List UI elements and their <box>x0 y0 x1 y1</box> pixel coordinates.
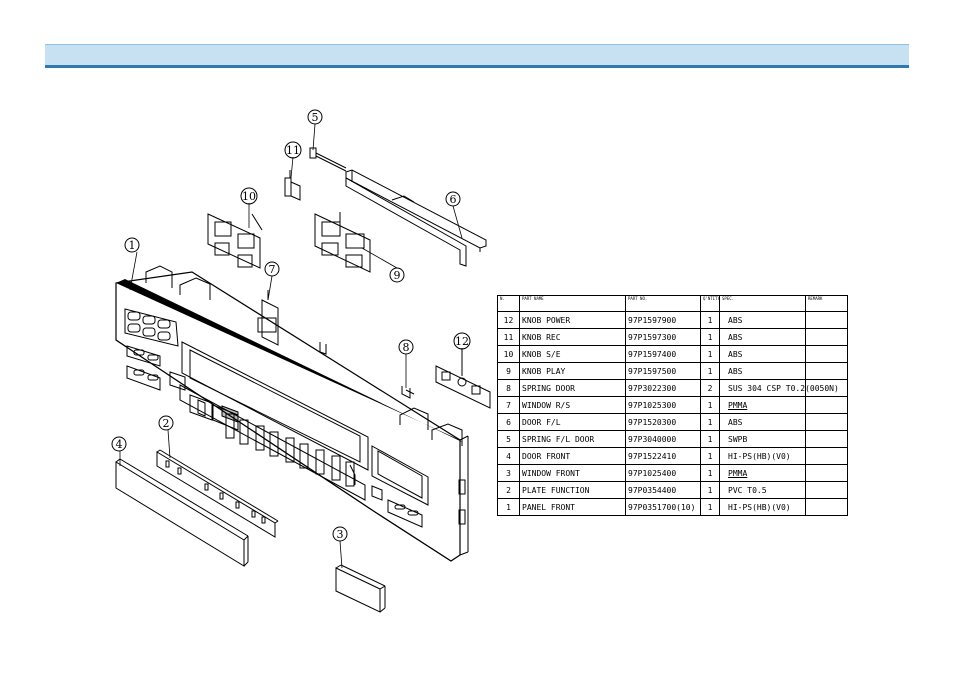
table-header-row <box>498 296 848 312</box>
callout-label: 4 <box>115 438 123 451</box>
cell-spec: SWPB <box>720 431 806 448</box>
cell-quantity: 2 <box>701 380 720 397</box>
cell-quantity: 1 <box>701 414 720 431</box>
callout-label: 7 <box>268 263 276 276</box>
cell-remark <box>806 397 848 414</box>
callout-label: 12 <box>455 335 469 348</box>
cell-remark <box>806 482 848 499</box>
cell-quantity: 1 <box>701 363 720 380</box>
cell-no: 4 <box>498 448 520 465</box>
cell-no: 5 <box>498 431 520 448</box>
cell-spec: PMMA <box>720 397 806 414</box>
cell-no: 9 <box>498 363 520 380</box>
cell-part-name: KNOB S/E <box>520 346 626 363</box>
cell-remark <box>806 465 848 482</box>
cell-no: 11 <box>498 329 520 346</box>
callout-10 <box>241 188 257 204</box>
callout-label: 10 <box>242 190 256 203</box>
cell-no: 10 <box>498 346 520 363</box>
cell-part-name: SPRING F/L DOOR <box>520 431 626 448</box>
callout-label: 1 <box>128 239 136 252</box>
cell-part-no: 97P1520300 <box>626 414 701 431</box>
callout-label: 5 <box>311 111 319 124</box>
cell-part-no: 97P3022300 <box>626 380 701 397</box>
cell-quantity: 1 <box>701 482 720 499</box>
cell-part-name: WINDOW R/S <box>520 397 626 414</box>
loose-clip-part <box>320 342 326 354</box>
cell-part-name: PLATE FUNCTION <box>520 482 626 499</box>
header-part-name: PART NAME <box>520 296 626 312</box>
cell-remark <box>806 363 848 380</box>
cell-no: 2 <box>498 482 520 499</box>
window-front-part <box>336 565 385 612</box>
table-row <box>498 397 848 414</box>
callout-3 <box>333 527 347 541</box>
parts-list-table <box>497 295 848 516</box>
cell-no: 3 <box>498 465 520 482</box>
table-row <box>498 346 848 363</box>
callout-11 <box>285 142 301 158</box>
cell-remark <box>806 448 848 465</box>
door-front-part <box>116 459 248 566</box>
callout-6 <box>446 192 460 206</box>
cell-quantity: 1 <box>701 465 720 482</box>
cell-no: 8 <box>498 380 520 397</box>
table-row <box>498 499 848 516</box>
cell-part-name: PANEL FRONT <box>520 499 626 516</box>
cell-spec: PMMA <box>720 465 806 482</box>
cell-spec: ABS <box>720 363 806 380</box>
knob-rec-part <box>285 170 300 200</box>
cell-remark <box>806 431 848 448</box>
callout-label: 2 <box>162 417 170 430</box>
cell-part-no: 97P1597300 <box>626 329 701 346</box>
table-row <box>498 465 848 482</box>
cell-part-no: 97P0354400 <box>626 482 701 499</box>
cell-quantity: 1 <box>701 312 720 329</box>
callout-7 <box>265 262 279 276</box>
table-row <box>498 431 848 448</box>
cell-part-no: 97P1025300 <box>626 397 701 414</box>
callout-5 <box>308 110 322 124</box>
cell-part-no: 97P3040000 <box>626 431 701 448</box>
cell-part-name: WINDOW FRONT <box>520 465 626 482</box>
callout-label: 8 <box>402 341 410 354</box>
cell-remark <box>806 329 848 346</box>
door-fl-part <box>346 170 486 266</box>
cell-part-no: 97P1025400 <box>626 465 701 482</box>
cell-quantity: 1 <box>701 346 720 363</box>
header-part-no: PART NO. <box>626 296 701 312</box>
table-row <box>498 448 848 465</box>
cell-spec: ABS <box>720 346 806 363</box>
cell-part-name: SPRING DOOR <box>520 380 626 397</box>
cell-spec: ABS <box>720 329 806 346</box>
callout-label: 3 <box>336 528 344 541</box>
cell-no: 1 <box>498 499 520 516</box>
cell-no: 12 <box>498 312 520 329</box>
table-row <box>498 329 848 346</box>
table-row <box>498 363 848 380</box>
callout-12 <box>454 333 470 349</box>
cell-quantity: 1 <box>701 397 720 414</box>
cell-part-no: 97P0351700(10) <box>626 499 701 516</box>
cell-remark <box>806 414 848 431</box>
cell-remark <box>806 346 848 363</box>
callout-1 <box>125 238 139 252</box>
table-row <box>498 312 848 329</box>
spring-door-part <box>402 386 414 398</box>
header-no: N. <box>498 296 520 312</box>
callout-8 <box>399 340 413 354</box>
cell-part-no: 97P1597900 <box>626 312 701 329</box>
header-remark: REMARK <box>806 296 848 312</box>
cell-no: 6 <box>498 414 520 431</box>
cell-quantity: 1 <box>701 499 720 516</box>
cell-quantity: 1 <box>701 329 720 346</box>
cell-part-name: DOOR F/L <box>520 414 626 431</box>
callout-label: 11 <box>286 144 300 157</box>
panel-front-part <box>116 266 468 561</box>
cell-spec: HI-PS(HB)(V0) <box>720 499 806 516</box>
cell-part-name: KNOB PLAY <box>520 363 626 380</box>
cell-spec: ABS <box>720 312 806 329</box>
header-quantity: Q'NTITY <box>701 296 720 312</box>
table-row <box>498 380 848 397</box>
cell-part-no: 97P1597400 <box>626 346 701 363</box>
callout-9 <box>390 268 404 282</box>
cell-quantity: 1 <box>701 431 720 448</box>
header-spec: SPEC. <box>720 296 806 312</box>
table-row <box>498 482 848 499</box>
cell-part-no: 97P1522410 <box>626 448 701 465</box>
knob-play-part <box>315 212 370 272</box>
cell-spec: ABS <box>720 414 806 431</box>
knob-power-part <box>436 348 490 408</box>
cell-spec: HI-PS(HB)(V0) <box>720 448 806 465</box>
spring-fl-door-part <box>310 148 346 171</box>
callout-4 <box>112 437 126 451</box>
knob-se-part <box>208 214 262 268</box>
callout-2 <box>159 416 173 430</box>
table-row <box>498 414 848 431</box>
cell-remark <box>806 499 848 516</box>
cell-no: 7 <box>498 397 520 414</box>
cell-part-name: KNOB POWER <box>520 312 626 329</box>
callout-label: 6 <box>449 193 457 206</box>
callout-label: 9 <box>393 269 401 282</box>
cell-part-name: KNOB REC <box>520 329 626 346</box>
cell-spec: PVC T0.5 <box>720 482 806 499</box>
cell-spec: SUS 304 CSP T0.2(0050N) <box>720 380 806 397</box>
cell-remark <box>806 312 848 329</box>
cell-quantity: 1 <box>701 448 720 465</box>
cell-part-no: 97P1597500 <box>626 363 701 380</box>
parts-table-body <box>498 312 848 516</box>
cell-part-name: DOOR FRONT <box>520 448 626 465</box>
